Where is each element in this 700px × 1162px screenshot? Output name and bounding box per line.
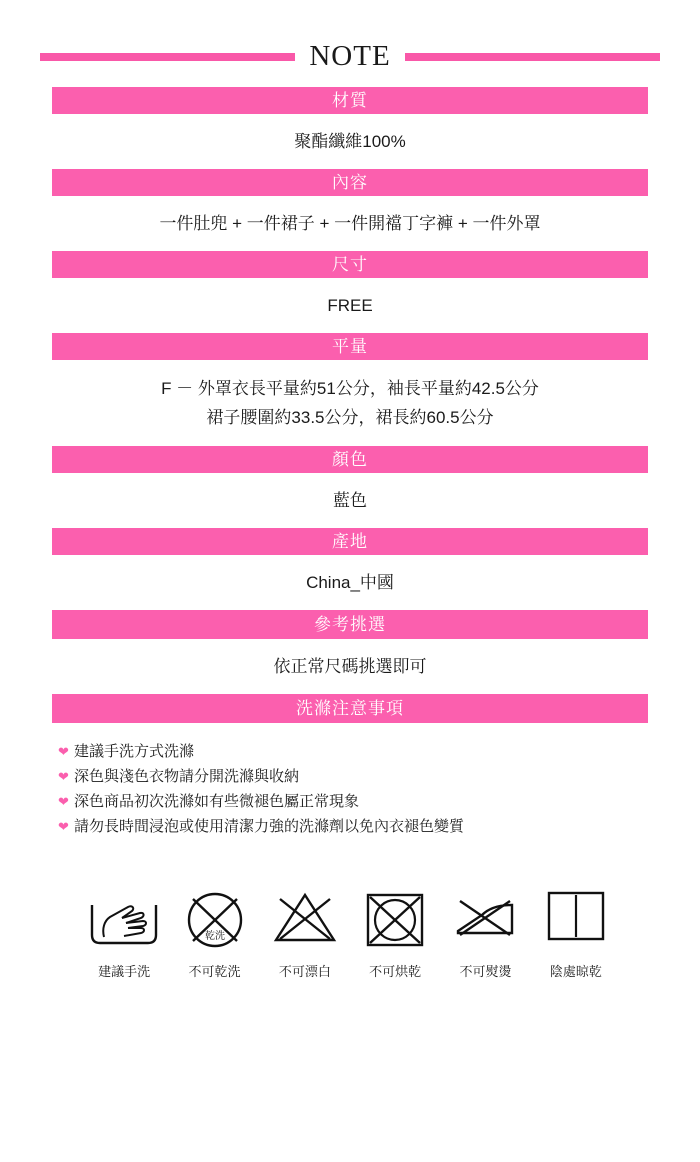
section-label-sizing-guide: 參考挑選	[52, 610, 648, 639]
section-value-material: 聚酯纖維100%	[294, 132, 406, 151]
care-item-no-dry-clean	[174, 887, 254, 980]
measurement-line-1: F － 外罩衣長平量約51公分，袖長平量約42.5公分	[161, 379, 539, 398]
section-label-color: 顏色	[52, 446, 648, 473]
care-item-dry-in-shade	[536, 881, 616, 980]
care-item-no-iron	[445, 877, 525, 980]
care-caption: 不可漂白	[278, 964, 331, 979]
heart-icon: ❤	[58, 819, 69, 834]
note-page	[0, 40, 700, 1162]
section-label-material: 材質	[52, 87, 648, 114]
section-label-measurements: 平量	[52, 333, 648, 360]
dry-in-shade-icon	[545, 881, 607, 943]
care-caption: 不可熨燙	[459, 964, 512, 979]
section-value-origin: China_中國	[306, 573, 394, 592]
care-caption: 不可乾洗	[188, 964, 241, 979]
heart-icon: ❤	[58, 769, 69, 784]
section-label-origin: 產地	[52, 528, 648, 555]
heart-icon: ❤	[58, 794, 69, 809]
heart-icon: ❤	[58, 744, 69, 759]
care-symbols-row	[24, 877, 676, 980]
list-item-label: 建議手洗方式洗滌	[74, 743, 195, 760]
section-label-contents: 內容	[52, 169, 648, 196]
hand-wash-icon	[88, 887, 160, 949]
measurement-line-2: 裙子腰圍約33.5公分，裙長約60.5公分	[206, 408, 494, 427]
list-item	[58, 764, 676, 789]
no-bleach-icon	[272, 881, 338, 943]
no-tumble-dry-icon	[364, 887, 426, 949]
list-item-label: 深色與淺色衣物請分開洗滌與收納	[74, 768, 300, 785]
section-value-contents: 一件肚兜 + 一件裙子 + 一件開襠丁字褲 + 一件外罩	[159, 214, 541, 233]
care-caption: 不可烘乾	[369, 964, 422, 979]
washing-notes-list	[24, 739, 676, 839]
care-item-no-bleach	[265, 881, 345, 980]
page-title: NOTE	[309, 40, 391, 72]
section-value-color: 藍色	[333, 491, 367, 510]
note-header	[24, 40, 676, 73]
section-value-sizing-guide: 依正常尺碼挑選即可	[273, 657, 427, 676]
no-iron-icon	[452, 877, 518, 939]
care-caption: 陰處晾乾	[549, 964, 602, 979]
care-item-no-tumble-dry	[355, 887, 435, 980]
list-item	[58, 789, 676, 814]
care-caption: 建議手洗	[98, 964, 151, 979]
note-rule-left	[40, 53, 295, 61]
care-inner-label: 乾洗	[204, 931, 225, 942]
section-label-washing-notes: 洗滌注意事項	[52, 694, 648, 723]
list-item	[58, 739, 676, 764]
list-item	[58, 814, 676, 839]
section-value-measurements	[24, 374, 676, 432]
section-value-size: FREE	[327, 296, 373, 315]
care-item-hand-wash	[84, 887, 164, 980]
section-label-size: 尺寸	[52, 251, 648, 278]
note-rule-right	[405, 53, 660, 61]
list-item-label: 深色商品初次洗滌如有些微褪色屬正常現象	[74, 793, 360, 810]
list-item-label: 請勿長時間浸泡或使用清潔力強的洗滌劑以免內衣褪色變質	[74, 818, 465, 835]
no-dry-clean-icon	[182, 887, 248, 949]
